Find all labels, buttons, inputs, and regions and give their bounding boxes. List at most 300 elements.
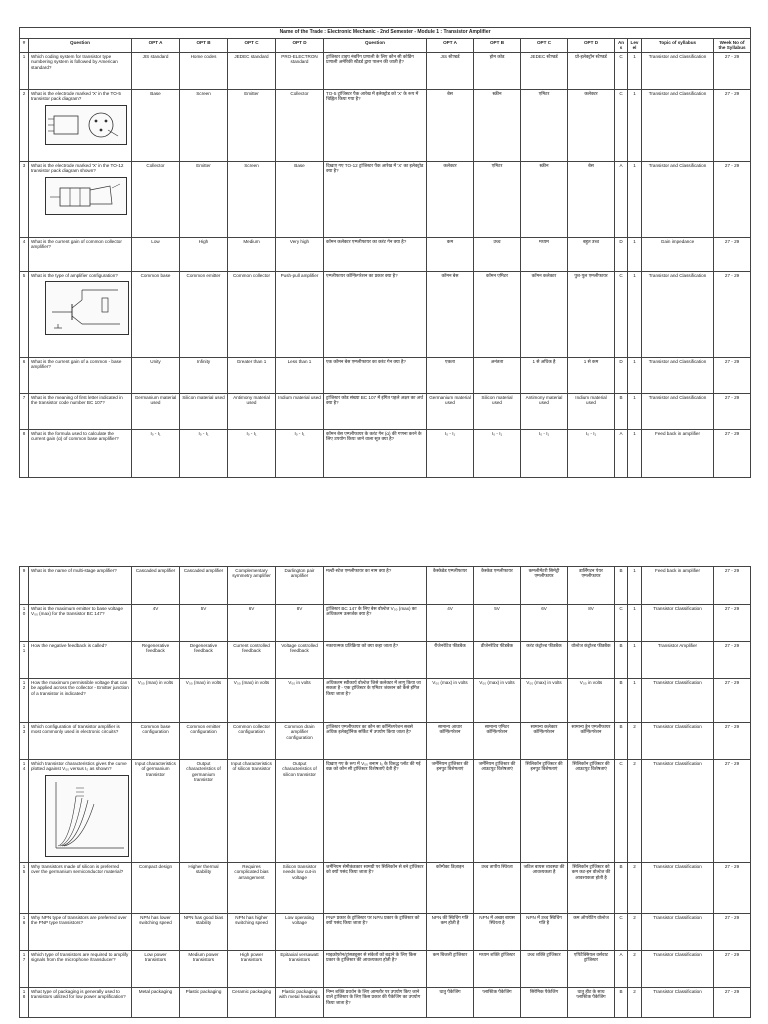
option-c: Greater than 1 (228, 357, 276, 393)
week: 27 - 29 (714, 723, 751, 760)
option-c-hindi: Antimony material used (521, 393, 568, 429)
topic: Transistor Classification (642, 951, 714, 988)
header-opt-b-hindi: OPT B (474, 39, 521, 53)
table-row (20, 642, 751, 679)
level: 2 (628, 914, 642, 951)
answer: D (615, 237, 628, 271)
question-text-hindi: दिखाए गए TO-12 ट्रांजिस्टर पैक आरेख में 'X' का इलेक्ट्रोड क्या है? (324, 161, 427, 237)
question-text: How the maximum permissible voltage that can be applied across the collector - Emitter junction of a transistor is indicated? (29, 679, 132, 723)
option-a-hindi: कम बिजली ट्रांजिस्टर (427, 951, 474, 988)
question-text: What is the type of amplifier configuration? (31, 272, 118, 278)
option-b-hindi: जर्मेनियम ट्रांजिस्टर की आउटपुट विशेषताएं (474, 760, 521, 863)
topic: Transistor and Classification (642, 161, 714, 237)
option-a-hindi: JIS स्टैण्डर्ड (427, 52, 474, 89)
week: 27 - 29 (714, 393, 751, 429)
topic: Transistor Classification (642, 605, 714, 642)
option-c: 6V (228, 605, 276, 642)
question-text-hindi: माइक्रोफ़ोन/ट्रांसड्यूसर से संकेतों को बढ़ाने के लिए किस प्रकार के ट्रांजिस्टर की आवश्यकता होती है? (324, 951, 427, 988)
question-text: What is the current gain of a common - base amplifier? (29, 357, 132, 393)
option-c: JEDEC standard (228, 52, 276, 89)
to12-transistor-diagram (45, 177, 127, 215)
option-a-hindi: कम (427, 237, 474, 271)
option-b-hindi: उच्च तापीय स्थिरता (474, 863, 521, 914)
option-b-hindi: V₀₀ (max) in volts (474, 679, 521, 723)
option-d-hindi: 8V (568, 605, 615, 642)
question-text-hindi: दिखाए गए के रूप में V₀₀ बनाम I₀ के विरुद्ध प्लॉट की गई वक्र को कौन सी ट्रांजिस्टर विशेषताएँ देती हैं? (324, 760, 427, 863)
table-row (20, 271, 751, 357)
option-c: I₀ - I₁ (228, 429, 276, 477)
answer: A (615, 429, 628, 477)
answer: A (615, 161, 628, 237)
header-answer: Ans (615, 39, 628, 53)
row-number: 15 (20, 863, 29, 914)
question-text-hindi: ट्रांजिस्टर कोड संख्या BC 107 में इंगित पहले अक्षर का अर्थ क्या है? (324, 393, 427, 429)
option-a-hindi: सामान्य आधार कॉन्फ़िगरेशन (427, 723, 474, 760)
option-d: Plastic packaging with metal heatsinks (276, 988, 324, 1018)
row-number: 12 (20, 679, 29, 723)
question-text: Why NPN type of transistors are preferred over the PNP type transistors? (29, 914, 132, 951)
header-question: Question (29, 39, 132, 53)
topic: Transistor Classification (642, 988, 714, 1018)
row-number: 9 (20, 567, 29, 605)
row-number: 8 (20, 429, 29, 477)
option-d-hindi: सिलिकॉन ट्रांजिस्टर की आउटपुट विशेषताएं (568, 760, 615, 863)
question-text: What is the electrode marked 'X' in the TO-5 transistor pack diagram? (31, 90, 121, 102)
table-row (20, 951, 751, 988)
option-c: Screen (228, 161, 276, 237)
option-c-hindi: कॉमन कलेक्टर (521, 271, 568, 357)
option-d-hindi: पुश-पुल एम्प्लीफायर (568, 271, 615, 357)
option-b: Degenerative feedback (180, 642, 228, 679)
table-row (20, 679, 751, 723)
option-c-hindi: NPN में उच्च स्विचिंग गति है (521, 914, 568, 951)
header-opt-d-hindi: OPT D (568, 39, 615, 53)
week: 27 - 29 (714, 914, 751, 951)
row-number: 16 (20, 914, 29, 951)
week: 27 - 29 (714, 567, 751, 605)
question-text: What is the name of multi-stage amplifier? (29, 567, 132, 605)
option-a-hindi: एकता (427, 357, 474, 393)
option-d-hindi: धातु हीट के साथ प्लास्टिक पैकेजिंग (568, 988, 615, 1018)
question-text-hindi: कॉमन कलेक्टर एम्प्लीफायर का करंट गेन क्या है? (324, 237, 427, 271)
option-b-hindi: Silicon material used (474, 393, 521, 429)
answer: B (615, 642, 628, 679)
option-a: Low (132, 237, 180, 271)
header-opt-b: OPT B (180, 39, 228, 53)
level: 2 (628, 760, 642, 863)
option-d: Very high (276, 237, 324, 271)
question-text: What is the maximum emitter to base voltage V₀₀ (max) for the transistor BC 147? (29, 605, 132, 642)
level: 1 (628, 567, 642, 605)
level: 1 (628, 605, 642, 642)
option-c-hindi: जटिल बायस व्यवस्था की आवश्यकता है (521, 863, 568, 914)
option-a: Low power transistors (132, 951, 180, 988)
header-number: # (20, 39, 29, 53)
option-d-hindi: एपिटैक्सियल वर्सवाट ट्रांजिस्टर (568, 951, 615, 988)
option-a: Input characteristics of germanium transistor (132, 760, 180, 863)
option-d: Silicon transistor needs low cut-in voltage (276, 863, 324, 914)
row-number: 6 (20, 357, 29, 393)
table-row (20, 863, 751, 914)
option-b: Common emitter configuration (180, 723, 228, 760)
option-a: V₀₀ (max) in volts (132, 679, 180, 723)
option-b: Common emitter (180, 271, 228, 357)
option-c: Current controlled feedback (228, 642, 276, 679)
option-c: Common collector (228, 271, 276, 357)
level: 1 (628, 89, 642, 161)
week: 27 - 29 (714, 863, 751, 914)
question-text: How the negative feedback is called? (29, 642, 132, 679)
option-c: V₀₀ (max) in volts (228, 679, 276, 723)
option-a-hindi: कॉमन बेस (427, 271, 474, 357)
row-number: 18 (20, 988, 29, 1018)
option-c-hindi: एमिटर (521, 89, 568, 161)
option-a: JIS standard (132, 52, 180, 89)
table-row (20, 723, 751, 760)
question-text-hindi: अधिकतम स्वीकार्य वोल्टेज जिसे कलेक्टर में लागू किया जा सकता है - एक ट्रांजिस्टर के एमिटर जंक्शन को कैसे इंगित किया जाता है? (324, 679, 427, 723)
level: 1 (628, 161, 642, 237)
week: 27 - 29 (714, 605, 751, 642)
option-d-hindi: प्रो-इलेक्ट्रॉन स्टैण्डर्ड (568, 52, 615, 89)
table-row (20, 760, 751, 863)
option-a-hindi: कलेक्टर (427, 161, 474, 237)
option-d: Push-pull amplifier (276, 271, 324, 357)
table-row (20, 429, 751, 477)
option-c-hindi: I₀ - I₁ (521, 429, 568, 477)
option-d-hindi: सामान्य ड्रेन एम्प्लीफायर कॉन्फ़िगरेशन (568, 723, 615, 760)
answer: C (615, 605, 628, 642)
question-text: Which configuration of transistor amplifier is most commonly used in electronic circuits? (29, 723, 132, 760)
level: 2 (628, 863, 642, 914)
week: 27 - 29 (714, 52, 751, 89)
question-text-hindi: एम्प्लीफायर कॉन्फ़िगरेशन का प्रकार क्या है? (324, 271, 427, 357)
question-text-hindi: ट्रांजिस्टर BC 147 के लिए बेस वोल्टेज V₀₀ (max) का अधिकतम उत्सर्जक क्या है? (324, 605, 427, 642)
option-b-hindi: NPN में अच्छा बायस स्थिरता है (474, 914, 521, 951)
option-a: 4V (132, 605, 180, 642)
option-c-hindi: V₀₀ (max) in volts (521, 679, 568, 723)
option-a-hindi: कॉम्पैक्ट डिज़ाइन (427, 863, 474, 914)
topic: Transistor and Classification (642, 89, 714, 161)
option-b-hindi: मध्यम शक्ति ट्रांजिस्टर (474, 951, 521, 988)
option-d-hindi: बेस (568, 161, 615, 237)
row-number: 7 (20, 393, 29, 429)
option-d: Less than 1 (276, 357, 324, 393)
option-c: High power transistors (228, 951, 276, 988)
option-b-hindi: कॉमन एमिटर (474, 271, 521, 357)
header-question-hindi: Question (324, 39, 427, 53)
level: 1 (628, 271, 642, 357)
option-d: Common drain amplifier configuration (276, 723, 324, 760)
question-text: Which coding system for transistor type numbering system is followed by American standard? (29, 52, 132, 89)
level: 1 (628, 429, 642, 477)
option-d: 8V (276, 605, 324, 642)
question-text-hindi: एक कॉमन बेस एम्प्लीफायर का करंट गेन क्या है? (324, 357, 427, 393)
row-number: 13 (20, 723, 29, 760)
option-a: Base (132, 89, 180, 161)
option-c-hindi: सामान्य कलेक्टर कॉन्फ़िगरेशन (521, 723, 568, 760)
table-header-row (20, 39, 751, 53)
option-a-hindi: कैस्केडेड एम्प्लीफायर (427, 567, 474, 605)
topic: Transistor Classification (642, 679, 714, 723)
topic: Transistor Classification (642, 760, 714, 863)
option-a-hindi: बेस (427, 89, 474, 161)
row-number: 3 (20, 161, 29, 237)
option-d: Darlington pair amplifier (276, 567, 324, 605)
option-b: I₀ - I₁ (180, 429, 228, 477)
option-c-hindi: उच्च शक्ति ट्रांजिस्टर (521, 951, 568, 988)
question-table-page-1 (19, 27, 751, 478)
option-d: Low operating voltage (276, 914, 324, 951)
row-number: 2 (20, 89, 29, 161)
row-number: 11 (20, 642, 29, 679)
option-c-hindi: JEDEC स्टैण्डर्ड (521, 52, 568, 89)
answer: B (615, 723, 628, 760)
question-text: What is the electrode marked 'X' in the TO-12 transistor pack diagram shown? (31, 162, 124, 174)
option-c-hindi: 1 से अधिक है (521, 357, 568, 393)
level: 2 (628, 951, 642, 988)
topic: Transistor Classification (642, 914, 714, 951)
topic: Transistor Classification (642, 863, 714, 914)
option-d: Base (276, 161, 324, 237)
option-d-hindi: 1 से कम (568, 357, 615, 393)
option-b-hindi: सामान्य एमिटर कॉन्फ़िगरेशन (474, 723, 521, 760)
option-d: Output characteristics of silicon transistor (276, 760, 324, 863)
option-a: Unity (132, 357, 180, 393)
answer: C (615, 89, 628, 161)
option-a: Collector (132, 161, 180, 237)
option-a: Common base (132, 271, 180, 357)
level: 1 (628, 52, 642, 89)
option-b-hindi: डीजेनरेटिव फीडबैक (474, 642, 521, 679)
option-d-hindi: V₀₀ in volts (568, 679, 615, 723)
option-d-hindi: कम ऑपरेटिंग वोल्टेज (568, 914, 615, 951)
question-text-hindi: निम्न शक्ति प्रवर्धन के लिए आमतौर पर उपयोग किए जाने वाले ट्रांजिस्टर के लिए किस प्रकार की पैकेजिंग का उपयोग किया जाता है? (324, 988, 427, 1018)
header-opt-c-hindi: OPT C (521, 39, 568, 53)
level: 2 (628, 723, 642, 760)
question-text-hindi: PNP प्रकार के ट्रांजिस्टर पर NPN प्रकार के ट्रांजिस्टर को क्यों पसंद किया जाता है? (324, 914, 427, 951)
option-d-hindi: Indium material used (568, 393, 615, 429)
topic: Transistor and Classification (642, 393, 714, 429)
document-title: Name of the Trade : Electronic Mechanic - 2nd Semester - Module 1 : Transistor Amplifier (20, 28, 751, 39)
option-c: Common collector configuration (228, 723, 276, 760)
question-text: What is the current gain of common collector amplifier? (29, 237, 132, 271)
table-row (20, 393, 751, 429)
option-d-hindi: I₀ - I₁ (568, 429, 615, 477)
answer: C (615, 271, 628, 357)
question-text-hindi: जर्मेनियम सेमीकंडक्टर सामग्री पर सिलिकॉन से बने ट्रांजिस्टर को क्यों पसंद किया जाता है? (324, 863, 427, 914)
option-d: Collector (276, 89, 324, 161)
question-text: Which type of transistors are required to amplify signals from the microphone /transducer? (29, 951, 132, 988)
option-a-hindi: V₀₀ (max) in volts (427, 679, 474, 723)
option-d: Voltage controlled feedback (276, 642, 324, 679)
option-a: I₀ - I₁ (132, 429, 180, 477)
question-text-hindi: TO-5 ट्रांजिस्टर पैक आरेख में इलेक्ट्रोड को 'X' के रूप में चिह्नित किया गया है? (324, 89, 427, 161)
header-level: Level (628, 39, 642, 53)
table-row (20, 237, 751, 271)
option-d-hindi: कलेक्टर (568, 89, 615, 161)
question-text: What is the formula used to calculate the current gain (α) of common base amplifier? (29, 429, 132, 477)
week: 27 - 29 (714, 271, 751, 357)
level: 1 (628, 237, 642, 271)
option-b: Screen (180, 89, 228, 161)
option-b: NPN has good bias stability (180, 914, 228, 951)
option-a-hindi: धातु पैकेजिंग (427, 988, 474, 1018)
option-b: Cascaded amplifier (180, 567, 228, 605)
week: 27 - 29 (714, 357, 751, 393)
row-number: 14 (20, 760, 29, 863)
option-b-hindi: उच्च (474, 237, 521, 271)
header-opt-a-hindi: OPT A (427, 39, 474, 53)
table-row (20, 161, 751, 237)
question-text: Why transistors made of silicon is preferred over the germanium semiconductor material? (29, 863, 132, 914)
week: 27 - 29 (714, 679, 751, 723)
option-a: Regenerative feedback (132, 642, 180, 679)
header-opt-c: OPT C (228, 39, 276, 53)
answer: B (615, 393, 628, 429)
week: 27 - 29 (714, 161, 751, 237)
option-c-hindi: सिलिकॉन ट्रांजिस्टर की इनपुट विशेषताएं (521, 760, 568, 863)
option-b-hindi: कैस्केड एम्प्लीफायर (474, 567, 521, 605)
topic: Feed back in amplifier (642, 429, 714, 477)
question-text-hindi: ट्रांजिस्टर टाइप नंबरिंग प्रणाली के लिए कौन सी कोडिंग प्रणाली अमेरिकी स्टैंडर्ड द्वारा पालन की जाती है? (324, 52, 427, 89)
option-c: Ceramic packaging (228, 988, 276, 1018)
question-text-hindi: ट्रांजिस्टर एम्प्लीफायर का कौन सा कॉन्फ़िगरेशन सबसे अधिक इलेक्ट्रॉनिक सर्किट में उपयोग किया जाता है? (324, 723, 427, 760)
option-c-hindi: स्क्रीन (521, 161, 568, 237)
table-row (20, 988, 751, 1018)
week: 27 - 29 (714, 760, 751, 863)
option-b: 5V (180, 605, 228, 642)
amplifier-circuit-diagram (45, 281, 129, 335)
answer: A (615, 951, 628, 988)
option-b-hindi: एमिटर (474, 161, 521, 237)
row-number: 10 (20, 605, 29, 642)
option-b-hindi: 5V (474, 605, 521, 642)
option-d: Epitaxial versawatt transistors (276, 951, 324, 988)
question-text: Which transistor characteristics gives the curve plotted against V₀₀ versus I₀ as shown? (31, 761, 127, 772)
week: 27 - 29 (714, 642, 751, 679)
topic: Transistor Classification (642, 723, 714, 760)
option-b: Home codes (180, 52, 228, 89)
option-b: Output characteristics of germanium transistor (180, 760, 228, 863)
option-c: Antimony material used (228, 393, 276, 429)
option-d-hindi: सिलिकॉन ट्रांजिस्टर को कम कट-इन वोल्टेज की आवश्यकता होती है (568, 863, 615, 914)
topic: Transistor and Classification (642, 271, 714, 357)
topic: Transistor and Classification (642, 52, 714, 89)
week: 27 - 29 (714, 237, 751, 271)
header-opt-d: OPT D (276, 39, 324, 53)
option-a: Compact design (132, 863, 180, 914)
header-opt-a: OPT A (132, 39, 180, 53)
question-text: What type of packaging is generally used to transistors utilized for low power amplification? (29, 988, 132, 1018)
level: 1 (628, 393, 642, 429)
option-b-hindi: I₀ - I₁ (474, 429, 521, 477)
option-a: Germanium material used (132, 393, 180, 429)
question-text-hindi: नकारात्मक प्रतिक्रिया को क्या कहा जाता है? (324, 642, 427, 679)
option-d: V₀₀ in volts (276, 679, 324, 723)
answer: C (615, 760, 628, 863)
level: 1 (628, 357, 642, 393)
topic: Transistor and Classification (642, 357, 714, 393)
to5-transistor-diagram (45, 105, 127, 145)
option-a-hindi: NPN की स्विचिंग गति कम होती है (427, 914, 474, 951)
level: 1 (628, 679, 642, 723)
answer: B (615, 863, 628, 914)
table-row (20, 914, 751, 951)
option-b: Plastic packaging (180, 988, 228, 1018)
level: 2 (628, 988, 642, 1018)
option-d: I₀ - I₁ (276, 429, 324, 477)
answer: B (615, 567, 628, 605)
question-text: What is the meaning of first letter indicated in the transistor code number BC 107? (29, 393, 132, 429)
answer: D (615, 357, 628, 393)
option-a-hindi: जर्मेनियम ट्रांजिस्टर की इनपुट विशेषताएं (427, 760, 474, 863)
row-number: 1 (20, 52, 29, 89)
table-row (20, 605, 751, 642)
answer: B (615, 988, 628, 1018)
question-text-hindi: मल्टी-स्टेज एम्प्लीफायर का नाम क्या है? (324, 567, 427, 605)
question-table-page-2 (19, 566, 751, 1018)
table-row (20, 567, 751, 605)
option-c-hindi: करंट कंट्रोल्ड फीडबैक (521, 642, 568, 679)
week: 27 - 29 (714, 89, 751, 161)
header-week: Week No of the Syllabus (714, 39, 751, 53)
option-c-hindi: मध्यम (521, 237, 568, 271)
option-c: NPN has higher switching speed (228, 914, 276, 951)
option-a-hindi: रीजेनरेटिव फीडबैक (427, 642, 474, 679)
option-a: Common base configuration (132, 723, 180, 760)
row-number: 17 (20, 951, 29, 988)
topic: Gain impedance (642, 237, 714, 271)
option-a-hindi: Germanium material used (427, 393, 474, 429)
option-b-hindi: प्लास्टिक पैकेजिंग (474, 988, 521, 1018)
option-b-hindi: स्क्रीन (474, 89, 521, 161)
option-c: Emitter (228, 89, 276, 161)
option-c-hindi: 6V (521, 605, 568, 642)
answer: B (615, 679, 628, 723)
table-row (20, 89, 751, 161)
option-d-hindi: डार्लिंगटन पेयर एम्प्लीफायर (568, 567, 615, 605)
option-a: Metal packaging (132, 988, 180, 1018)
option-a: Cascaded amplifier (132, 567, 180, 605)
option-c: Medium (228, 237, 276, 271)
characteristic-curve-graph (45, 775, 129, 857)
option-a-hindi: 4V (427, 605, 474, 642)
option-c: Input characteristics of silicon transistor (228, 760, 276, 863)
option-a-hindi: I₀ - I₁ (427, 429, 474, 477)
row-number: 5 (20, 271, 29, 357)
option-b: High (180, 237, 228, 271)
option-b-hindi: अनंतता (474, 357, 521, 393)
option-d-hindi: बहुत उच्च (568, 237, 615, 271)
topic: Feed back in amplifier (642, 567, 714, 605)
answer: C (615, 52, 628, 89)
option-a: NPN has lower switching speed (132, 914, 180, 951)
option-b: Emitter (180, 161, 228, 237)
option-b: Medium power transistors (180, 951, 228, 988)
option-c-hindi: सिरेमिक पैकेजिंग (521, 988, 568, 1018)
header-topic: Topic of syllabus (642, 39, 714, 53)
table-row (20, 357, 751, 393)
option-c: Complementary symmetry amplifier (228, 567, 276, 605)
option-b: Infinity (180, 357, 228, 393)
option-b: V₀₀ (max) in volts (180, 679, 228, 723)
option-d: Indium material used (276, 393, 324, 429)
week: 27 - 29 (714, 988, 751, 1018)
week: 27 - 29 (714, 429, 751, 477)
level: 1 (628, 642, 642, 679)
option-b: Higher thermal stability (180, 863, 228, 914)
answer: C (615, 914, 628, 951)
